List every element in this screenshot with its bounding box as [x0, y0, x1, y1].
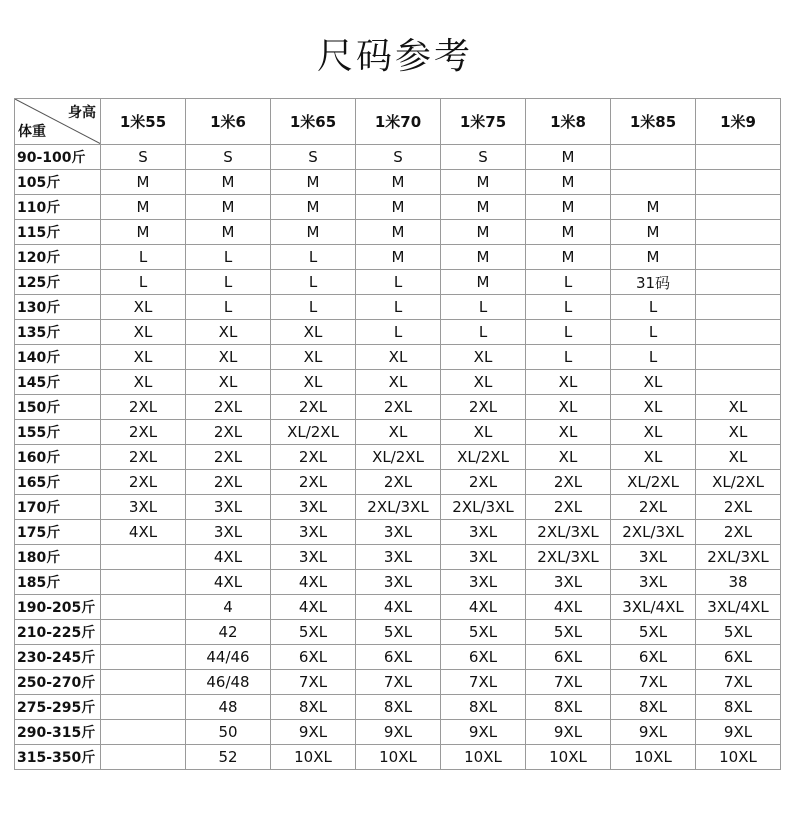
size-cell: 6XL — [441, 645, 526, 670]
size-cell: 10XL — [526, 745, 611, 770]
size-cell: S — [356, 145, 441, 170]
size-cell: M — [526, 145, 611, 170]
size-cell: L — [101, 245, 186, 270]
size-cell: M — [271, 195, 356, 220]
size-cell: 44/46 — [186, 645, 271, 670]
table-row — [15, 270, 781, 295]
size-cell — [611, 145, 696, 170]
size-cell: L — [101, 270, 186, 295]
size-cell — [696, 295, 781, 320]
size-cell: 50 — [186, 720, 271, 745]
size-cell: 52 — [186, 745, 271, 770]
size-cell: M — [271, 170, 356, 195]
size-cell — [696, 270, 781, 295]
weight-label-cell: 190-205斤 — [15, 595, 101, 620]
size-cell: 46/48 — [186, 670, 271, 695]
size-cell: 2XL/3XL — [526, 520, 611, 545]
table-row — [15, 495, 781, 520]
size-cell: 2XL/3XL — [441, 495, 526, 520]
size-cell: 2XL — [526, 470, 611, 495]
size-cell: M — [101, 195, 186, 220]
size-cell — [101, 545, 186, 570]
size-cell: M — [356, 220, 441, 245]
table-row — [15, 170, 781, 195]
table-row — [15, 695, 781, 720]
size-cell: 7XL — [356, 670, 441, 695]
size-cell: 3XL/4XL — [611, 595, 696, 620]
size-cell: XL — [441, 420, 526, 445]
weight-label-cell: 170斤 — [15, 495, 101, 520]
size-cell: XL/2XL — [441, 445, 526, 470]
size-cell: 5XL — [441, 620, 526, 645]
size-cell: 8XL — [356, 695, 441, 720]
size-cell: 2XL — [186, 470, 271, 495]
weight-label-cell: 185斤 — [15, 570, 101, 595]
height-axis-label: 身高 — [68, 105, 96, 121]
size-cell — [101, 620, 186, 645]
size-cell: 2XL — [441, 395, 526, 420]
corner-header-cell — [15, 99, 101, 145]
table-row — [15, 420, 781, 445]
table-row — [15, 595, 781, 620]
size-cell: 2XL — [271, 470, 356, 495]
weight-label-cell: 315-350斤 — [15, 745, 101, 770]
size-cell: 3XL — [356, 570, 441, 595]
height-header: 1米9 — [696, 99, 781, 145]
height-header: 1米55 — [101, 99, 186, 145]
page-title: 尺码参考 — [316, 36, 473, 77]
size-cell: 6XL — [271, 645, 356, 670]
size-cell: XL — [356, 420, 441, 445]
size-cell: M — [441, 195, 526, 220]
size-cell: L — [356, 270, 441, 295]
size-cell — [101, 595, 186, 620]
size-cell: XL — [526, 445, 611, 470]
size-cell: XL — [696, 395, 781, 420]
size-cell: M — [441, 220, 526, 245]
size-cell: XL — [101, 370, 186, 395]
size-cell: 10XL — [696, 745, 781, 770]
size-cell: XL — [526, 370, 611, 395]
size-cell: 9XL — [696, 720, 781, 745]
size-cell: 9XL — [441, 720, 526, 745]
size-cell: L — [356, 320, 441, 345]
size-cell: 2XL — [526, 495, 611, 520]
size-cell: 5XL — [526, 620, 611, 645]
size-cell: XL — [696, 420, 781, 445]
size-cell: 38 — [696, 570, 781, 595]
size-cell: M — [186, 170, 271, 195]
size-cell: XL — [526, 395, 611, 420]
size-cell — [101, 745, 186, 770]
size-cell: XL — [441, 370, 526, 395]
size-cell: M — [356, 245, 441, 270]
size-cell: L — [611, 295, 696, 320]
size-cell: L — [611, 320, 696, 345]
size-cell: 7XL — [441, 670, 526, 695]
size-cell: S — [101, 145, 186, 170]
size-cell: 3XL — [271, 495, 356, 520]
size-cell: 5XL — [696, 620, 781, 645]
size-cell: 2XL — [186, 395, 271, 420]
size-cell: 3XL — [101, 495, 186, 520]
size-cell: XL — [441, 345, 526, 370]
height-header: 1米65 — [271, 99, 356, 145]
weight-label-cell: 105斤 — [15, 170, 101, 195]
size-cell — [696, 370, 781, 395]
weight-label-cell: 115斤 — [15, 220, 101, 245]
size-cell: 2XL — [101, 470, 186, 495]
size-cell: M — [356, 170, 441, 195]
table-row — [15, 245, 781, 270]
size-cell — [696, 195, 781, 220]
size-cell: 3XL — [611, 570, 696, 595]
weight-label-cell: 210-225斤 — [15, 620, 101, 645]
height-header: 1米75 — [441, 99, 526, 145]
size-cell — [101, 695, 186, 720]
table-row — [15, 345, 781, 370]
size-chart-table — [14, 98, 781, 770]
size-cell: XL/2XL — [356, 445, 441, 470]
size-cell: 6XL — [356, 645, 441, 670]
table-row — [15, 520, 781, 545]
size-cell: 2XL — [696, 495, 781, 520]
size-cell: M — [271, 220, 356, 245]
size-cell: XL — [611, 370, 696, 395]
size-cell: 2XL — [356, 470, 441, 495]
table-row — [15, 370, 781, 395]
weight-label-cell: 230-245斤 — [15, 645, 101, 670]
size-cell: XL — [186, 345, 271, 370]
size-cell: S — [441, 145, 526, 170]
weight-label-cell: 180斤 — [15, 545, 101, 570]
size-cell: M — [526, 195, 611, 220]
size-cell: L — [526, 295, 611, 320]
size-cell: XL — [101, 320, 186, 345]
size-cell: 2XL — [186, 420, 271, 445]
weight-label-cell: 130斤 — [15, 295, 101, 320]
size-cell: 6XL — [526, 645, 611, 670]
header-row — [15, 99, 781, 145]
size-cell: 42 — [186, 620, 271, 645]
table-row — [15, 670, 781, 695]
size-cell — [696, 345, 781, 370]
table-row — [15, 195, 781, 220]
size-cell: 3XL — [611, 545, 696, 570]
size-cell: XL/2XL — [611, 470, 696, 495]
size-cell: M — [526, 170, 611, 195]
weight-label-cell: 275-295斤 — [15, 695, 101, 720]
size-cell: 4XL — [186, 545, 271, 570]
size-cell: L — [526, 320, 611, 345]
size-cell: 2XL — [611, 495, 696, 520]
size-cell: 48 — [186, 695, 271, 720]
size-cell — [696, 245, 781, 270]
size-cell: XL — [186, 320, 271, 345]
size-cell — [101, 670, 186, 695]
size-cell: 4XL — [271, 595, 356, 620]
size-cell: 31码 — [611, 270, 696, 295]
weight-label-cell: 125斤 — [15, 270, 101, 295]
size-cell: L — [441, 320, 526, 345]
size-cell: 3XL — [441, 520, 526, 545]
weight-label-cell: 140斤 — [15, 345, 101, 370]
size-cell: 4XL — [526, 595, 611, 620]
table-row — [15, 220, 781, 245]
size-cell: 6XL — [611, 645, 696, 670]
size-cell: 3XL — [526, 570, 611, 595]
weight-label-cell: 145斤 — [15, 370, 101, 395]
size-cell: L — [526, 270, 611, 295]
size-cell: 2XL — [271, 445, 356, 470]
table-row — [15, 295, 781, 320]
size-cell: 5XL — [356, 620, 441, 645]
weight-label-cell: 290-315斤 — [15, 720, 101, 745]
weight-label-cell: 155斤 — [15, 420, 101, 445]
size-cell: M — [526, 245, 611, 270]
size-cell: 3XL — [271, 545, 356, 570]
size-cell: 8XL — [441, 695, 526, 720]
size-cell: 2XL/3XL — [526, 545, 611, 570]
size-cell: L — [271, 270, 356, 295]
size-cell: XL — [271, 370, 356, 395]
size-cell: 3XL — [441, 570, 526, 595]
size-cell: 2XL/3XL — [356, 495, 441, 520]
size-cell — [696, 320, 781, 345]
size-cell: 2XL — [101, 445, 186, 470]
weight-axis-label: 体重 — [18, 124, 46, 140]
size-cell: L — [356, 295, 441, 320]
size-cell: 2XL/3XL — [696, 545, 781, 570]
table-row — [15, 320, 781, 345]
size-cell: 10XL — [271, 745, 356, 770]
size-cell: 10XL — [441, 745, 526, 770]
size-cell: 3XL — [186, 520, 271, 545]
size-cell: 9XL — [526, 720, 611, 745]
weight-label-cell: 120斤 — [15, 245, 101, 270]
size-cell: L — [526, 345, 611, 370]
size-cell: 2XL — [186, 445, 271, 470]
size-cell: 2XL/3XL — [611, 520, 696, 545]
size-cell: M — [526, 220, 611, 245]
size-cell: 7XL — [696, 670, 781, 695]
height-header: 1米70 — [356, 99, 441, 145]
size-cell — [101, 720, 186, 745]
size-cell: XL — [696, 445, 781, 470]
size-cell: 3XL — [356, 520, 441, 545]
size-cell: 9XL — [356, 720, 441, 745]
size-cell: XL — [271, 320, 356, 345]
table-row — [15, 545, 781, 570]
size-cell: M — [186, 195, 271, 220]
size-cell: XL — [611, 395, 696, 420]
size-cell: XL/2XL — [271, 420, 356, 445]
table-row — [15, 145, 781, 170]
size-cell: 10XL — [611, 745, 696, 770]
size-cell: 9XL — [271, 720, 356, 745]
size-cell: M — [441, 270, 526, 295]
size-cell — [101, 645, 186, 670]
size-cell: 2XL — [271, 395, 356, 420]
table-row — [15, 470, 781, 495]
weight-label-cell: 150斤 — [15, 395, 101, 420]
size-cell: L — [186, 245, 271, 270]
size-cell: 9XL — [611, 720, 696, 745]
size-cell — [696, 145, 781, 170]
size-cell: L — [271, 245, 356, 270]
size-cell: 4XL — [186, 570, 271, 595]
table-row — [15, 745, 781, 770]
size-cell: L — [271, 295, 356, 320]
size-cell: 7XL — [611, 670, 696, 695]
size-cell: 2XL — [441, 470, 526, 495]
size-cell: XL — [356, 345, 441, 370]
size-cell: S — [186, 145, 271, 170]
weight-label-cell: 175斤 — [15, 520, 101, 545]
size-cell: XL — [186, 370, 271, 395]
size-cell — [696, 220, 781, 245]
table-row — [15, 645, 781, 670]
size-cell: S — [271, 145, 356, 170]
size-cell: M — [611, 245, 696, 270]
weight-label-cell: 160斤 — [15, 445, 101, 470]
table-row — [15, 720, 781, 745]
size-cell: 6XL — [696, 645, 781, 670]
size-cell: XL — [611, 445, 696, 470]
table-row — [15, 620, 781, 645]
size-cell: M — [356, 195, 441, 220]
weight-label-cell: 250-270斤 — [15, 670, 101, 695]
size-cell: 8XL — [271, 695, 356, 720]
size-cell: XL — [101, 295, 186, 320]
size-cell: M — [186, 220, 271, 245]
size-cell: 2XL — [101, 395, 186, 420]
size-cell: 4XL — [441, 595, 526, 620]
size-cell: 5XL — [611, 620, 696, 645]
size-cell: 5XL — [271, 620, 356, 645]
size-cell: 4XL — [356, 595, 441, 620]
size-cell: XL — [271, 345, 356, 370]
size-cell: 10XL — [356, 745, 441, 770]
size-cell: 2XL — [356, 395, 441, 420]
weight-label-cell: 165斤 — [15, 470, 101, 495]
size-cell: 4 — [186, 595, 271, 620]
size-cell: 8XL — [696, 695, 781, 720]
height-header: 1米6 — [186, 99, 271, 145]
size-cell: 7XL — [271, 670, 356, 695]
size-cell: 7XL — [526, 670, 611, 695]
size-cell: XL/2XL — [696, 470, 781, 495]
size-cell: 8XL — [611, 695, 696, 720]
size-cell: M — [611, 195, 696, 220]
size-cell: M — [441, 245, 526, 270]
size-cell: 8XL — [526, 695, 611, 720]
size-cell: M — [101, 220, 186, 245]
size-cell — [611, 170, 696, 195]
size-cell: XL — [101, 345, 186, 370]
size-cell: M — [101, 170, 186, 195]
size-cell: M — [441, 170, 526, 195]
height-header: 1米85 — [611, 99, 696, 145]
table-row — [15, 395, 781, 420]
size-cell: 3XL — [356, 545, 441, 570]
size-cell: 3XL — [441, 545, 526, 570]
table-row — [15, 445, 781, 470]
size-cell: L — [186, 270, 271, 295]
size-cell: 2XL — [101, 420, 186, 445]
size-cell: 2XL — [696, 520, 781, 545]
table-row — [15, 570, 781, 595]
size-cell: 3XL — [271, 520, 356, 545]
weight-label-cell: 110斤 — [15, 195, 101, 220]
weight-label-cell: 135斤 — [15, 320, 101, 345]
size-cell: XL — [526, 420, 611, 445]
size-cell: 3XL — [186, 495, 271, 520]
size-cell: 3XL/4XL — [696, 595, 781, 620]
size-cell: 4XL — [101, 520, 186, 545]
size-cell: XL — [356, 370, 441, 395]
size-cell: L — [611, 345, 696, 370]
size-cell: XL — [611, 420, 696, 445]
weight-label-cell: 90-100斤 — [15, 145, 101, 170]
size-cell: L — [186, 295, 271, 320]
size-cell — [101, 570, 186, 595]
size-cell: 4XL — [271, 570, 356, 595]
size-cell — [696, 170, 781, 195]
height-header: 1米8 — [526, 99, 611, 145]
size-cell: L — [441, 295, 526, 320]
size-cell: M — [611, 220, 696, 245]
